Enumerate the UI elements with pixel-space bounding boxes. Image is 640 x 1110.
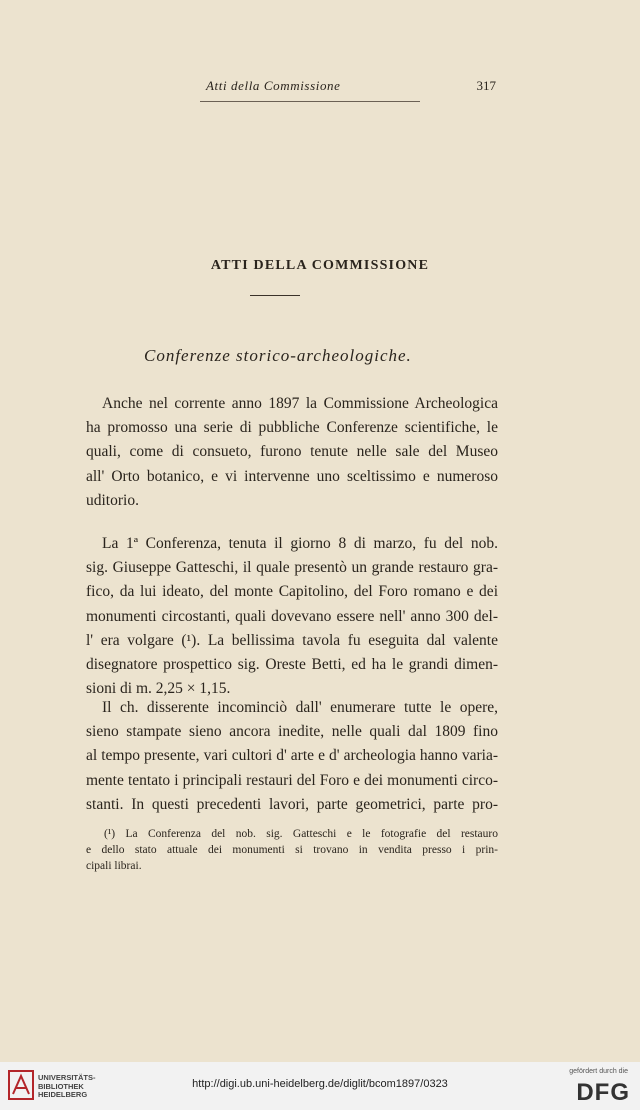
section-title: ATTI DELLA COMMISSIONE: [210, 258, 430, 273]
funded-by-label: gefördert durch die: [569, 1068, 628, 1075]
library-footer-bar: [0, 1062, 640, 1110]
paragraph-1-line: ha promosso una serie di pubbliche Conferenze scientifiche, le: [86, 419, 498, 437]
paragraph-3: [86, 696, 498, 817]
paragraph-1-line: Anche nel corrente anno 1897 la Commissione Archeologica: [102, 395, 498, 412]
paragraph-3-line: stanti. In questi precedenti lavori, parte geometrici, parte pro-: [86, 795, 498, 813]
paragraph-2-line: l' era volgare (¹). La bellissima tavola fu eseguita dal valente: [86, 631, 498, 649]
subtitle: Conferenze storico-archeologiche.: [144, 346, 412, 365]
paragraph-2-line: La 1ª Conferenza, tenuta il giorno 8 di marzo, fu del nob.: [102, 535, 498, 552]
footnote-line: e dello stato attuale dei monumenti si trovano in vendita presso i prin-: [86, 844, 498, 856]
paragraph-2-line: fico, da lui ideato, del monte Capitolino, del Foro romano e dei: [86, 583, 498, 601]
paragraph-2-line: sig. Giuseppe Gatteschi, il quale presentò un grande restauro gra-: [86, 559, 498, 577]
running-header: [86, 78, 498, 98]
paragraph-1-line: all' Orto botanico, e vi intervenne uno sceltissimo e numeroso: [86, 467, 498, 485]
institution-line: HEIDELBERG: [38, 1090, 88, 1099]
paragraph-1-line: uditorio.: [86, 491, 139, 509]
footnote-line: (¹) La Conferenza del nob. sig. Gatteschi e le fotografie del restauro: [104, 828, 498, 840]
paragraph-2: [86, 532, 498, 701]
institution-line: UNIVERSITÄTS-: [38, 1073, 96, 1082]
footnote: [86, 826, 498, 874]
paragraph-3-line: al tempo presente, vari cultori d' arte e d' archeologia hanno varia-: [86, 747, 498, 765]
paragraph-2-line: sioni di m. 2,25 × 1,15.: [86, 680, 231, 698]
source-url[interactable]: http://digi.ub.uni-heidelberg.de/diglit/bcom1897/0323: [192, 1078, 448, 1090]
header-rule: [200, 101, 420, 102]
running-title: Atti della Commissione: [206, 78, 341, 93]
paragraph-3-line: Il ch. disserente incominciò dall' enumerare tutte le opere,: [102, 699, 498, 716]
paragraph-2-line: monumenti circostanti, quali dovevano essere nell' anno 300 del-: [86, 607, 498, 625]
institution-line: BIBLIOTHEK: [38, 1081, 84, 1091]
title-rule: [250, 295, 300, 296]
paragraph-1-line: quali, come di consueto, furono tenute nelle sale del Museo: [86, 443, 498, 461]
page-number: 317: [476, 78, 496, 93]
paragraph-1: [86, 392, 498, 513]
paragraph-3-line: sieno stampate sieno ancora inedite, nelle quali dal 1809 fino: [86, 723, 498, 741]
footnote-line: cipali librai.: [86, 860, 142, 872]
paragraph-2-line: disegnatore prospettico sig. Oreste Betti, ed ha le grandi dimen-: [86, 656, 498, 674]
dfg-logo: DFG: [576, 1079, 630, 1106]
paragraph-3-line: mente tentato i principali restauri del Foro e dei monumenti circo-: [86, 771, 498, 789]
